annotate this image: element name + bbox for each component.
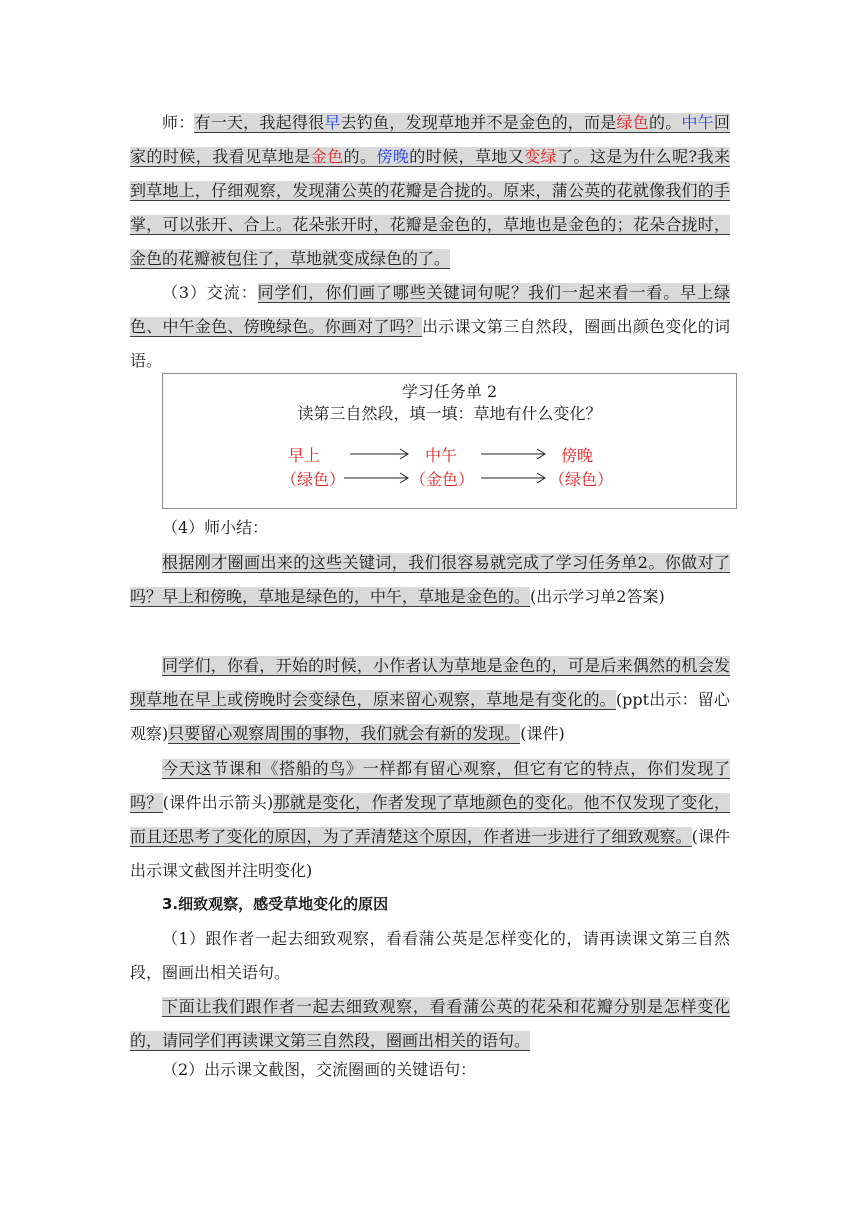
summary-paragraph	[130, 546, 730, 614]
color-word: 金色	[310, 147, 344, 166]
task-sheet-box	[162, 373, 737, 509]
summary-suffix: (出示学习单2答案)	[530, 587, 665, 606]
teacher-paragraph	[130, 106, 730, 276]
node-noon-color: （金色）	[410, 470, 475, 489]
summary-highlight: 根据刚才圈画出来的这些关键词，我们很容易就完成了学习任务单2。你做对了吗？早上和傍晚，草地是绿色的，中午，草地是金色的。	[130, 553, 730, 606]
speech-text: 了。这是为什么呢?我来到草地上，仔细观察，发现蒲公英的花瓣是合拢的。原来，蒲公英的花就像我们的手掌，可以张开、合上。花朵张开时，花瓣是金色的，草地也是金色的；花朵合拢时，金色的花瓣被包住了，草地就变成绿色的了。	[130, 147, 730, 268]
speech-text: 的。	[648, 113, 682, 132]
arrow-icon	[481, 472, 547, 484]
time-word: 傍晚	[376, 147, 410, 166]
guidance-highlight: 下面让我们跟作者一起去细致观察，看看蒲公英的花朵和花瓣分别是怎样变化的，请同学们再读课文第三自然段，圈画出相关的语句。	[130, 997, 730, 1050]
task-sheet-instruction: 读第三自然段，填一填：草地有什么变化？	[297, 404, 602, 423]
teacher-prefix: 师：	[162, 113, 195, 132]
speech-text: 回家的时候，我看见草地是	[130, 113, 730, 166]
speech-text: 有一天，我起得很	[194, 113, 325, 132]
change-suffix: (课件出示课文截图并注明变化)	[130, 827, 730, 880]
exchange-paragraph	[130, 276, 730, 378]
change-highlight-1: 今天这节课和《搭船的鸟》一样都有留心观察，但它有它的特点，你们发现了吗？	[130, 759, 730, 812]
observation-mid: (ppt出示：留心观察)	[130, 690, 730, 743]
speech-text: 的时候，草地又	[409, 147, 525, 166]
node-morning-time: 早上	[288, 446, 321, 465]
exchange-suffix: 出示课文第三自然段，圈画出颜色变化的词语。	[130, 317, 730, 370]
node-evening-color: （绿色）	[549, 470, 614, 489]
observation-paragraph	[130, 649, 730, 751]
observation-highlight-2: 只要留心观察周围的事物，我们就会有新的发现。	[168, 724, 521, 743]
teacher-speech-highlight	[130, 113, 730, 269]
observation-highlight-1: 同学们，你看，开始的时候，小作者认为草地是金色的，可是后来偶然的机会发现草地在早上或傍晚时会变绿色，原来留心观察，草地是有变化的。	[130, 656, 730, 709]
change-highlight-2: 那就是变化，作者发现了草地颜色的变化。他不仅发现了变化，而且还思考了变化的原因，为了弄清楚这个原因，作者进一步进行了细致观察。	[130, 793, 730, 846]
task-sheet-title: 学习任务单 2	[401, 382, 498, 401]
color-word: 绿色	[616, 113, 649, 132]
change-mid: (课件出示箭头)	[162, 793, 274, 812]
step-1-paragraph: （1）跟作者一起去细致观察，看看蒲公英是怎样变化的，请再读课文第三自然段，圈画出相关语句。	[130, 929, 730, 982]
node-morning-color: （绿色）	[281, 470, 346, 489]
time-word: 早	[324, 113, 341, 132]
teacher-summary-heading: （4）师小结：	[162, 518, 269, 537]
arrow-icon	[481, 448, 547, 460]
node-evening-time: 傍晚	[561, 446, 594, 465]
color-word: 变绿	[524, 147, 558, 166]
arrow-icon	[344, 472, 410, 484]
step-2-paragraph: （2）出示课文截图，交流圈画的关键语句：	[162, 1060, 477, 1079]
exchange-prefix: （3）交流：	[162, 283, 258, 302]
speech-text: 去钓鱼，发现草地并不是金色的，而是	[340, 113, 617, 132]
exchange-highlight: 同学们，你们画了哪些关键词句呢？我们一起来看一看。早上绿色、中午金色、傍晚绿色。你画对了吗？	[130, 283, 730, 336]
time-word: 中午	[681, 113, 714, 132]
arrow-icon	[350, 448, 410, 460]
observation-suffix: (课件)	[520, 724, 565, 743]
change-paragraph	[130, 752, 730, 888]
speech-text: 的。	[343, 147, 377, 166]
guidance-paragraph	[130, 990, 730, 1058]
section-heading: 3.细致观察，感受草地变化的原因	[162, 895, 389, 913]
node-noon-time: 中午	[425, 446, 458, 465]
